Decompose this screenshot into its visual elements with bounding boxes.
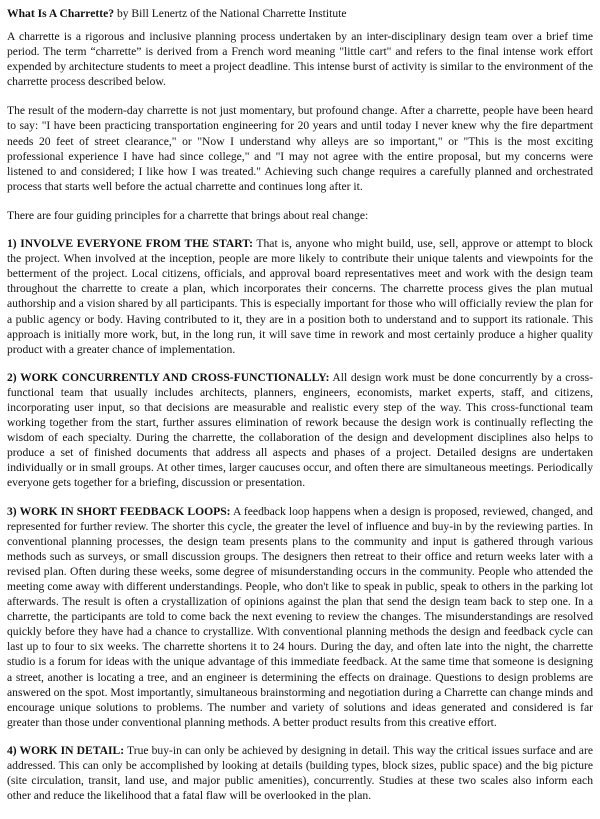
- byline: by Bill Lenertz of the National Charrette Institute: [116, 7, 347, 20]
- principle-4: [7, 743, 593, 803]
- principle-1-body: That is, anyone who might build, use, sell, approve or attempt to block the project. When involved at the inception, people are more likely to contribute their unique talents and viewpoints for the betterment of the project. Local citizens, officials, and approval board representatives meet and work with the design team throughout the charrette to create a plan, which incorporates their concerns. The charrette process gives the plan mutual authorship and a vision shared by all participants. This is especially important for those who will officially review the plan for a public agency or body. Having contributed to it, they are in a position both to understand and to support its rationale. This approach is initially more work, but, in the long run, it will save time in rework and most certainly produce a higher quality product with a greater chance of implementation.: [7, 237, 593, 356]
- principle-4-heading: 4) WORK IN DETAIL:: [7, 743, 125, 757]
- result-paragraph: The result of the modern-day charrette is not just momentary, but profound change. After a charrette, people have been heard to say: "I have been practicing transportation engineering for 20 years and until today I never knew why the fire department needs 20 feet of street clearance," or "Now I understand why alleys are so important," or "This is the most exciting professional experience I have had since college," and "I may not agree with the entire proposal, but my concerns were listened to and considered; I like how I was treated." Achieving such change requires a carefully planned and orchestrated process that starts well before the actual charrette and continues long after it.: [7, 104, 593, 193]
- title-line: [7, 7, 593, 21]
- principle-1-heading: 1) INVOLVE EVERYONE FROM THE START:: [7, 237, 253, 251]
- intro-paragraph: A charrette is a rigorous and inclusive planning process undertaken by an inter-disciplinary design team over a brief time period. The term “charrette” is derived from a French word meaning "little cart" and refers to the final intense work effort expended by architecture students to meet a project deadline. This intense burst of activity is similar to the environment of the charrette process described below.: [7, 30, 593, 89]
- principle-2-heading: 2) WORK CONCURRENTLY AND CROSS-FUNCTIONALLY:: [7, 370, 330, 384]
- principle-2-body: All design work must be done concurrently by a cross-functional team that usually includes architects, planners, engineers, economists, market experts, staff, and citizens, incorporating user input, so that decisions are measurable and realistic every step of the way. This cross-functional team working together from the start, further assures elimination of rework because the design work is continually reflecting the wisdom of each specialty. During the charrette, the collaboration of the design and development disciplines also helps to produce a set of finished documents that address all aspects and phases of a project. Detailed designs are undertaken individually or in small groups. At other times, larger caucuses occur, and often there are simultaneous meetings. Periodically everyone gets together for a briefing, discussion or presentation.: [7, 370, 593, 490]
- principle-4-body: True buy-in can only be achieved by designing in detail. This way the critical issues surface and are addressed. This can only be accomplished by looking at details (building types, block sizes, public space) and the big picture (site circulation, transit, land use, and major public amenities), concurrently. Studies at these two scales also inform each other and reduce the likelihood that a fatal flaw will be overlooked in the plan.: [7, 743, 593, 803]
- principles-lead: There are four guiding principles for a charrette that brings about real change:: [7, 208, 369, 222]
- principle-2: [7, 370, 593, 491]
- principle-3-heading: 3) WORK IN SHORT FEEDBACK LOOPS:: [7, 504, 231, 518]
- principle-3: [7, 504, 593, 730]
- principle-3-body: A feedback loop happens when a design is proposed, reviewed, changed, and represented for further review. The shorter this cycle, the greater the level of influence and buy-in by the reviewing parties. In conventional planning processes, the design team presents plans to the community and input is gathered through various methods such as surveys, or small discussion groups. The designers then retreat to their office and return weeks later with a revised plan. Often during these weeks, some degree of misunderstanding occurs in the community. People who attended the meeting come away with different understandings. People, who don't like to speak in public, speak to others in the parking lot afterwards. The result is often a crystallization of opinions against the plan that send the design team back to step one. In a charrette, the participants are told to come back the next evening to review the changes. The misunderstandings are resolved quickly before they have had a chance to crystallize. With conventional planning methods the design and feedback cycle can last up to four to six weeks. The charrette shortens it to 24 hours. During the day, and often late into the night, the charrette studio is a forum for ideas with the unique advantage of this immediate feedback. At the same time that someone is designing a street, another is locating a tree, and an engineer is determining the effects on drainage. Questions to design problems are answered on the spot. Most importantly, simultaneous brainstorming and negotiation during a Charrette can change minds and encourage unique solutions to problems. The number and variety of solutions and ideas generated and considered is far greater than those under conventional planning methods. A better product results from this creative effort.: [7, 504, 593, 729]
- principle-1: [7, 236, 593, 357]
- document-title: What Is A Charrette?: [7, 7, 115, 20]
